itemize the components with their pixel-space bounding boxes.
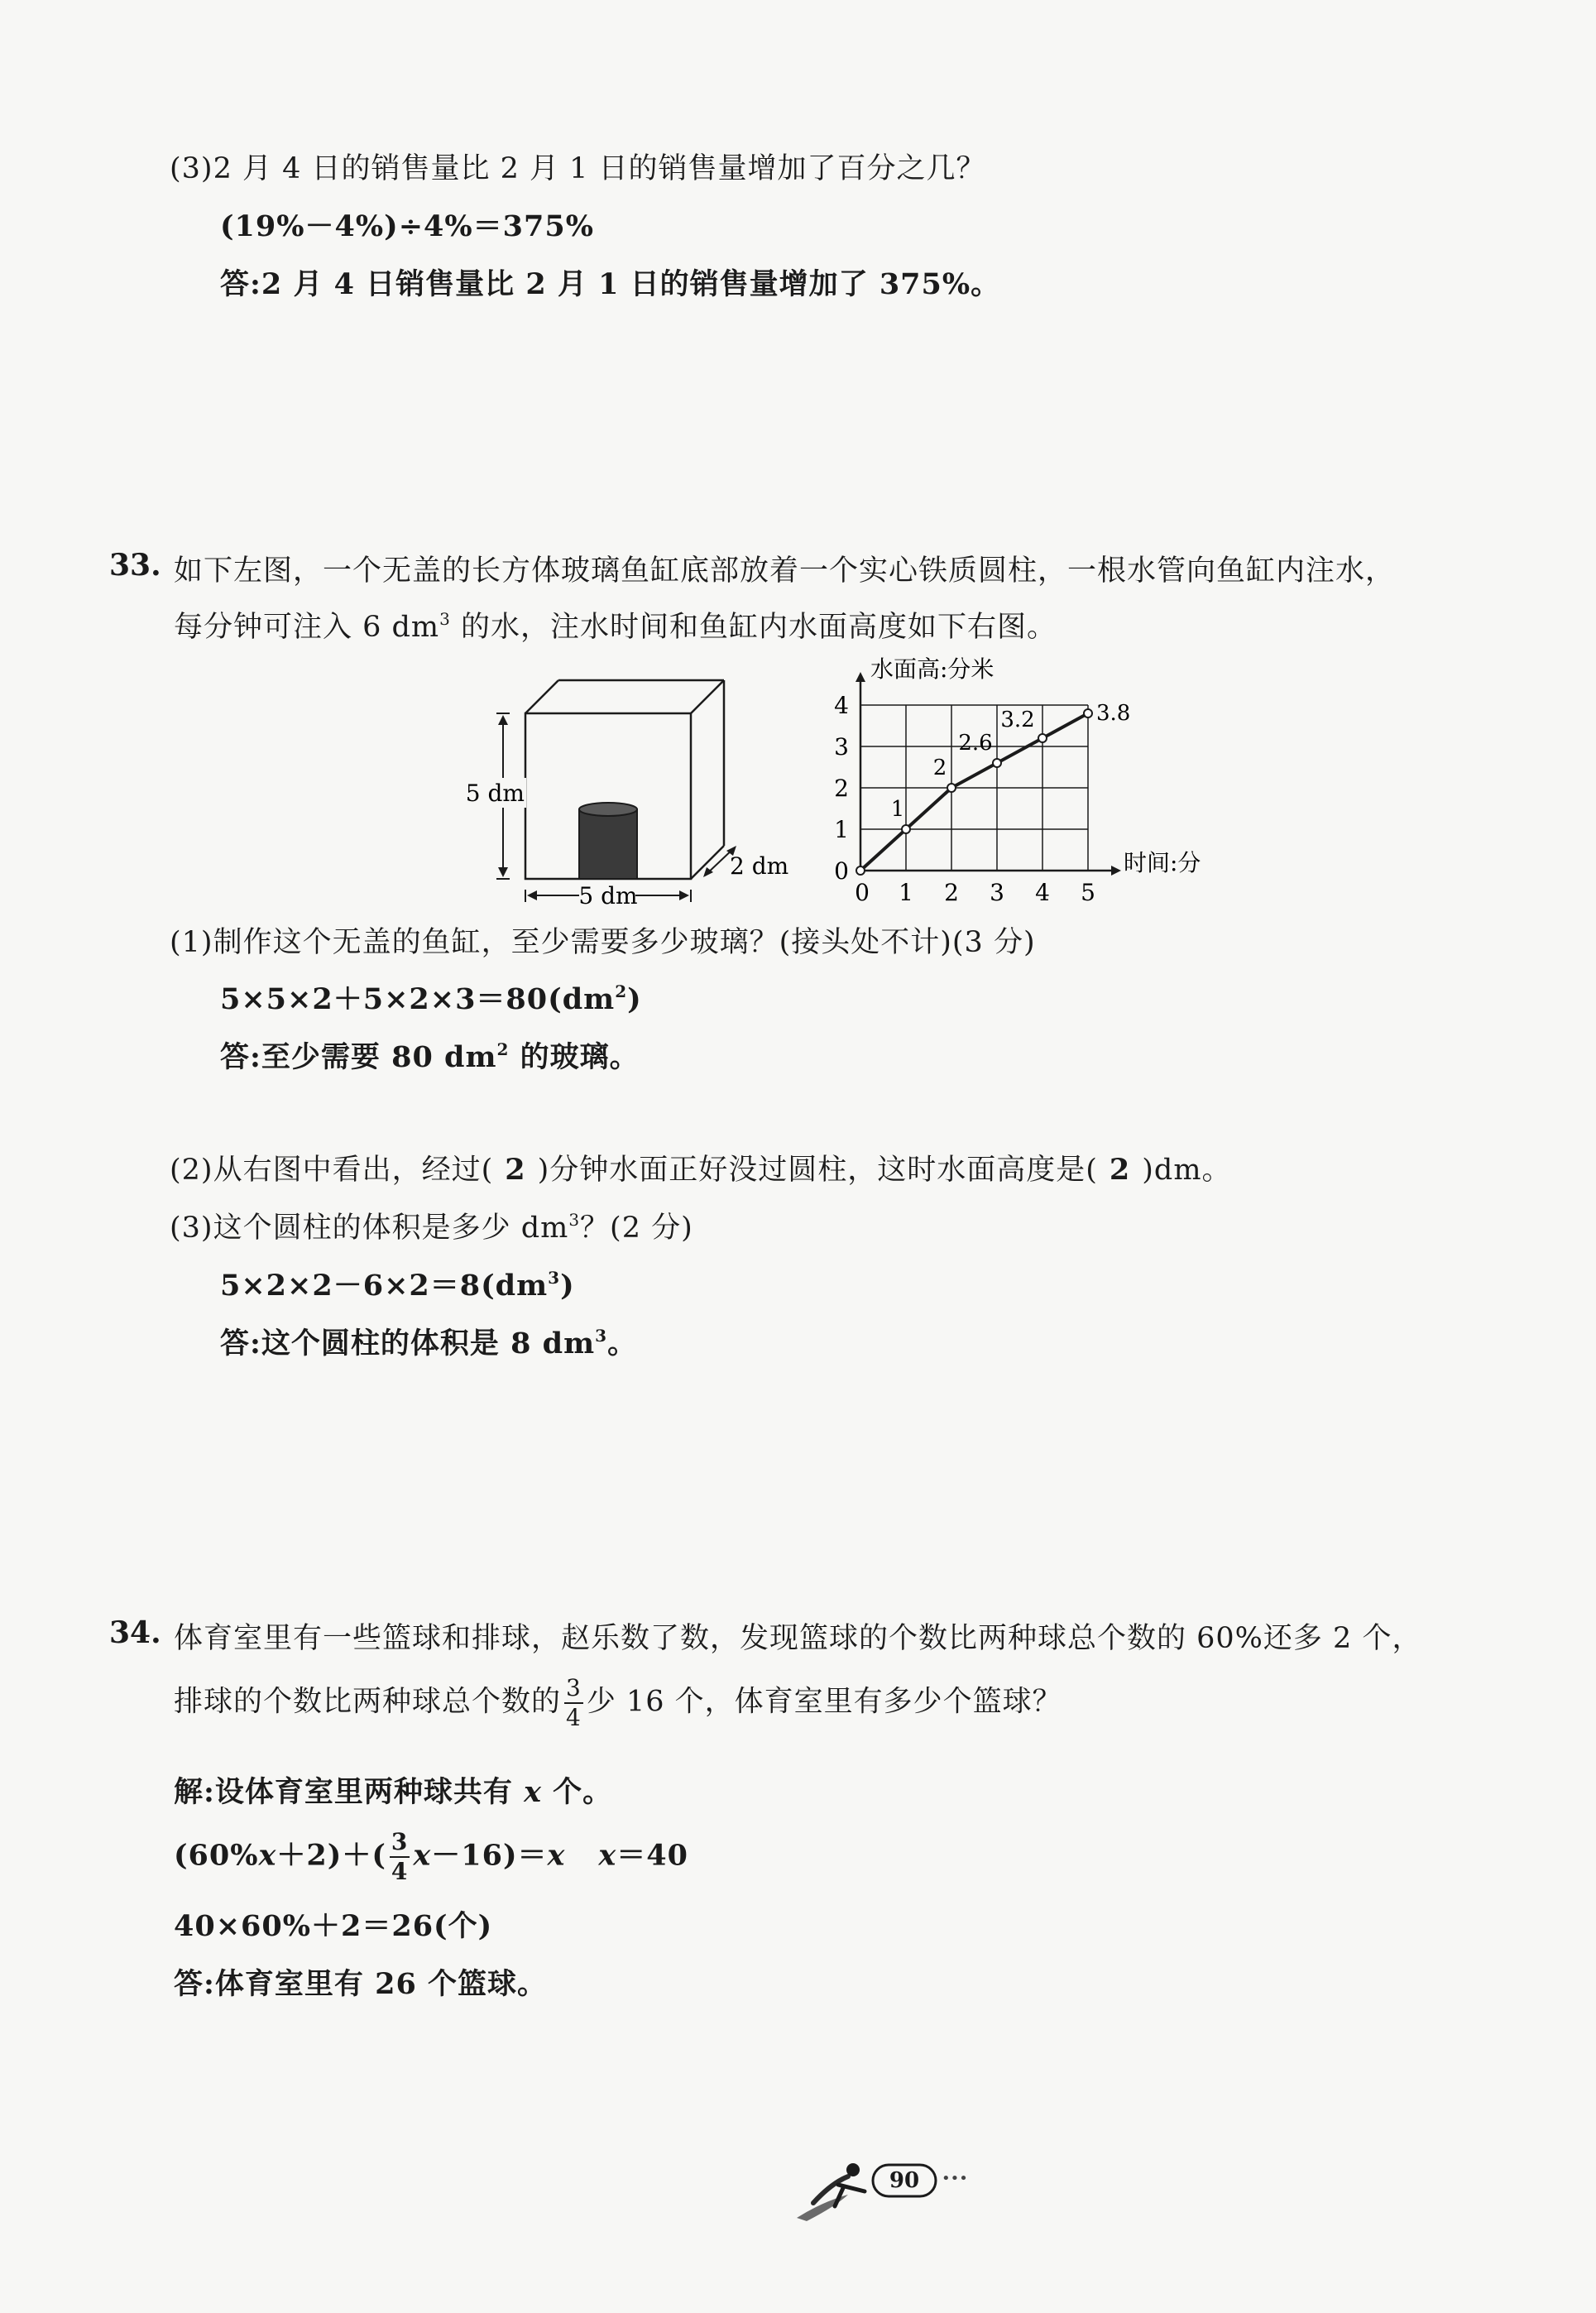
chart-y-axis-arrow (856, 672, 865, 682)
q33-text-line2: 每分钟可注入 6 $dm^3$ 的水，注水时间和鱼缸内水面高度如下右图。 (174, 609, 1057, 644)
chart-x-tick-label: 3 (990, 879, 1004, 906)
chart-data-label: 2 (932, 756, 947, 780)
chart-data-point (993, 759, 1001, 767)
q32-part3-question: (3)2 月 4 日的销售量比 2 月 1 日的销售量增加了百分之几？ (170, 152, 986, 185)
q33-part1-question: (1)制作这个无盖的鱼缸，至少需要多少玻璃？(接头处不计)(3 分) (170, 926, 1036, 959)
chart-y-tick-label: 0 (834, 857, 849, 885)
tank-figure (447, 662, 794, 910)
q32-part3-answer: 答:2 月 4 日销售量比 2 月 1 日的销售量增加了 375%。 (220, 267, 1001, 301)
chart-x-axis-arrow (1111, 866, 1121, 876)
chart-x-axis-title: 时间:分 (1124, 849, 1201, 876)
q34-calc: 40×60%＋2＝26(个) (174, 1909, 493, 1943)
q33-part3-question: (3)这个圆柱的体积是多少 $dm^3$？(2 分) (170, 1210, 693, 1245)
chart-y-axis-title: 水面高:分米 (870, 655, 995, 683)
footer-dots: ••• (942, 2170, 968, 2187)
q33-text-line1: 如下左图，一个无盖的长方体玻璃鱼缸底部放着一个实心铁质圆柱，一根水管向鱼缸内注水， (174, 554, 1396, 588)
chart-y-tick-label: 1 (834, 816, 849, 843)
chart-data-label: 2.6 (958, 731, 993, 756)
q33-part2-blank1: 2 (505, 1153, 526, 1187)
chart-y-tick-label: 3 (834, 733, 849, 761)
chart-x-tick-label: 2 (944, 879, 959, 906)
chart-x-tick-label: 1 (899, 879, 913, 906)
q34-text-line1: 体育室里有一些篮球和排球，赵乐数了数，发现篮球的个数比两种球总个数的 60%还多 2 个， (174, 1622, 1422, 1655)
chart-y-tick-label: 4 (834, 692, 849, 719)
chart-x-tick-label: 4 (1035, 879, 1050, 906)
chart-data-label: 1 (890, 797, 905, 822)
q33-number: 33. (109, 548, 161, 583)
q33-part2: (2)从右图中看出，经过( 2 )分钟水面正好没过圆柱，这时水面高度是( 2 )dm。 (170, 1153, 1232, 1187)
tank-edge (525, 680, 558, 713)
q33-part2-blank2: 2 (1109, 1153, 1131, 1187)
q32-part3-calc: (19%－4%)÷4%＝375% (220, 209, 594, 243)
chart-data-point (1038, 734, 1047, 742)
q34-equation: (60%x＋2)＋( $\frac{3}{4}$ x－16)＝x x＝40 (174, 1828, 688, 1885)
chart-data-label: 3.2 (1000, 708, 1035, 732)
q34-text-line2: 排球的个数比两种球总个数的 $\frac{3}{4}$ 少 16 个，体育室里有多少个篮球？ (174, 1674, 1062, 1731)
q34-answer: 答:体育室里有 26 个篮球。 (174, 1967, 547, 2001)
chart-data-point (856, 866, 865, 875)
q33-part1-calc: $5\times 5\times 2+5\times 2\times 3=80(dm^2)$ (220, 981, 642, 1016)
tank-depth-label: 2 dm (730, 852, 789, 880)
tank-width-label: 5 dm (578, 882, 638, 909)
chart-x-tick-label: 0 (855, 879, 870, 906)
chart-data-point (947, 784, 956, 792)
chart-data-label: 3.8 (1096, 701, 1131, 726)
chart-x-tick-label: 5 (1081, 879, 1095, 906)
tank-height-label: 5 dm (465, 780, 525, 807)
iron-cylinder (579, 803, 637, 879)
q34-solve-setup: 解:设体育室里两种球共有 x 个。 (174, 1775, 613, 1809)
q33-part3-calc: $5\times 2\times 2-6\times 2=8(dm^3)$ (220, 1268, 575, 1303)
q33-part1-answer: 答:至少需要 80 $dm^2$ 的玻璃。 (220, 1039, 640, 1074)
q33-part3-answer: 答:这个圆柱的体积是 8 $dm^3$。 (220, 1326, 638, 1360)
page-number: 90 (889, 2168, 920, 2193)
q34-number: 34. (109, 1615, 161, 1650)
chart-data-point (1084, 709, 1092, 717)
q34-fraction: $\frac{3}{4}$ (566, 1674, 582, 1731)
tank-edge (691, 680, 724, 713)
chart-y-tick-label: 2 (834, 775, 849, 802)
chart-data-point (902, 825, 910, 833)
water-height-chart (811, 654, 1241, 910)
